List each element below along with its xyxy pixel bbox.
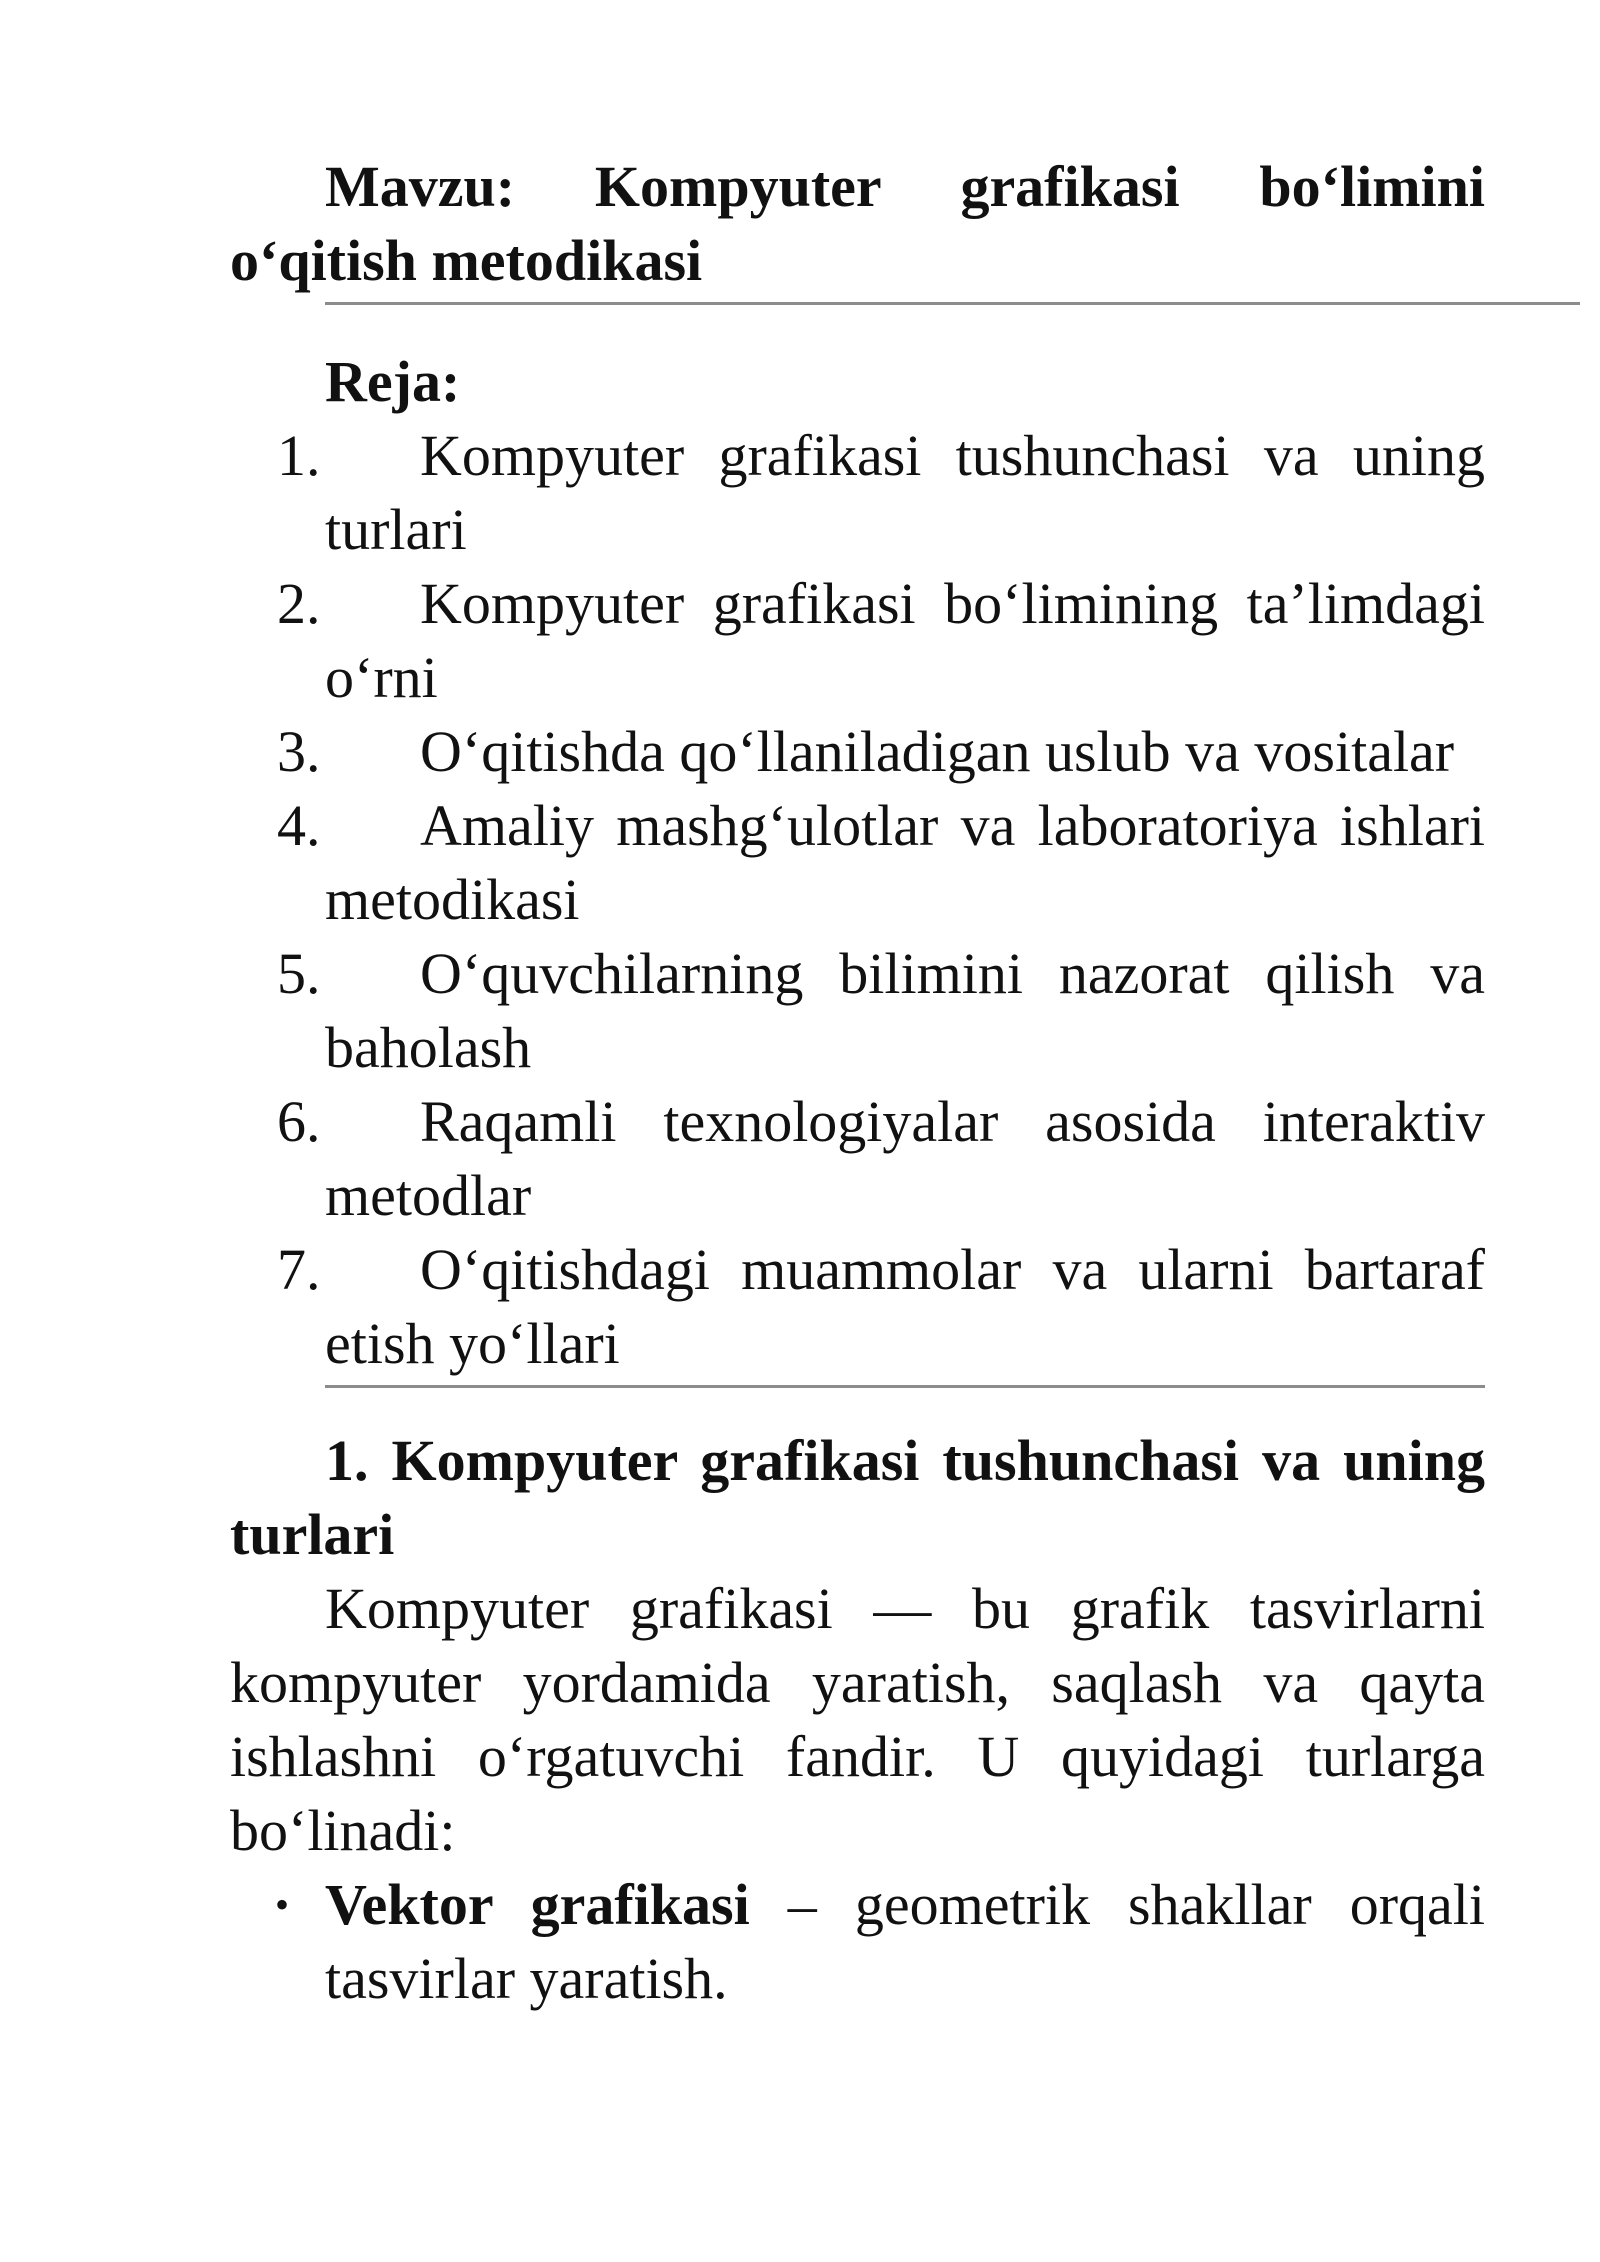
plan-item (277, 715, 1485, 789)
plan-item-number: 3. (277, 719, 321, 784)
plan-item (277, 419, 1485, 567)
plan-item-text: Amaliy mashg‘ulotlar va laboratoriya ishlari metodikasi (325, 793, 1485, 932)
plan-item-number: 2. (277, 571, 321, 636)
section-heading: 1. Kompyuter grafikasi tushunchasi va uning turlari (230, 1428, 1485, 1567)
plan-list (230, 419, 1485, 1381)
plan-item (277, 1085, 1485, 1233)
document-page (230, 150, 1485, 2016)
list-item-text: – geometrik shakllar orqali tasvirlar yaratish. (325, 1872, 1486, 2011)
divider-bottom (325, 1385, 1485, 1388)
plan-item (277, 567, 1485, 715)
types-list (230, 1868, 1485, 2016)
plan-item (277, 1233, 1485, 1381)
plan-item (277, 937, 1485, 1085)
plan-item-number: 1. (277, 423, 321, 488)
plan-item-text: Kompyuter grafikasi bo‘limining ta’limdagi o‘rni (325, 571, 1485, 710)
plan-item-number: 4. (277, 793, 321, 858)
plan-item-text: O‘quvchilarning bilimini nazorat qilish va baholash (325, 941, 1485, 1080)
plan-item-text: Kompyuter grafikasi tushunchasi va uning turlari (325, 423, 1485, 562)
plan-item-number: 6. (277, 1089, 321, 1154)
plan-item-text: Raqamli texnologiyalar asosida interaktiv metodlar (325, 1089, 1485, 1228)
bullet-icon: • (275, 1882, 290, 1927)
plan-item-number: 7. (277, 1237, 321, 1302)
plan-heading: Reja: (325, 349, 461, 414)
plan-item-number: 5. (277, 941, 321, 1006)
section-paragraph: Kompyuter grafikasi — bu grafik tasvirlarni kompyuter yordamida yaratish, saqlash va qayta ishlashni o‘rgatuvchi fandir. U quyidagi turlarga bo‘linadi: (230, 1576, 1485, 1863)
document-title: Mavzu: Kompyuter grafikasi bo‘limini o‘qitish metodikasi (230, 154, 1485, 293)
list-item-term: Vektor grafikasi (325, 1872, 750, 1937)
divider-top (325, 302, 1580, 305)
list-item (275, 1868, 1486, 2016)
plan-item-text: O‘qitishda qo‘llaniladigan uslub va vositalar (420, 719, 1455, 784)
plan-item-text: O‘qitishdagi muammolar va ularni bartaraf etish yo‘llari (325, 1237, 1485, 1376)
plan-item (277, 789, 1485, 937)
